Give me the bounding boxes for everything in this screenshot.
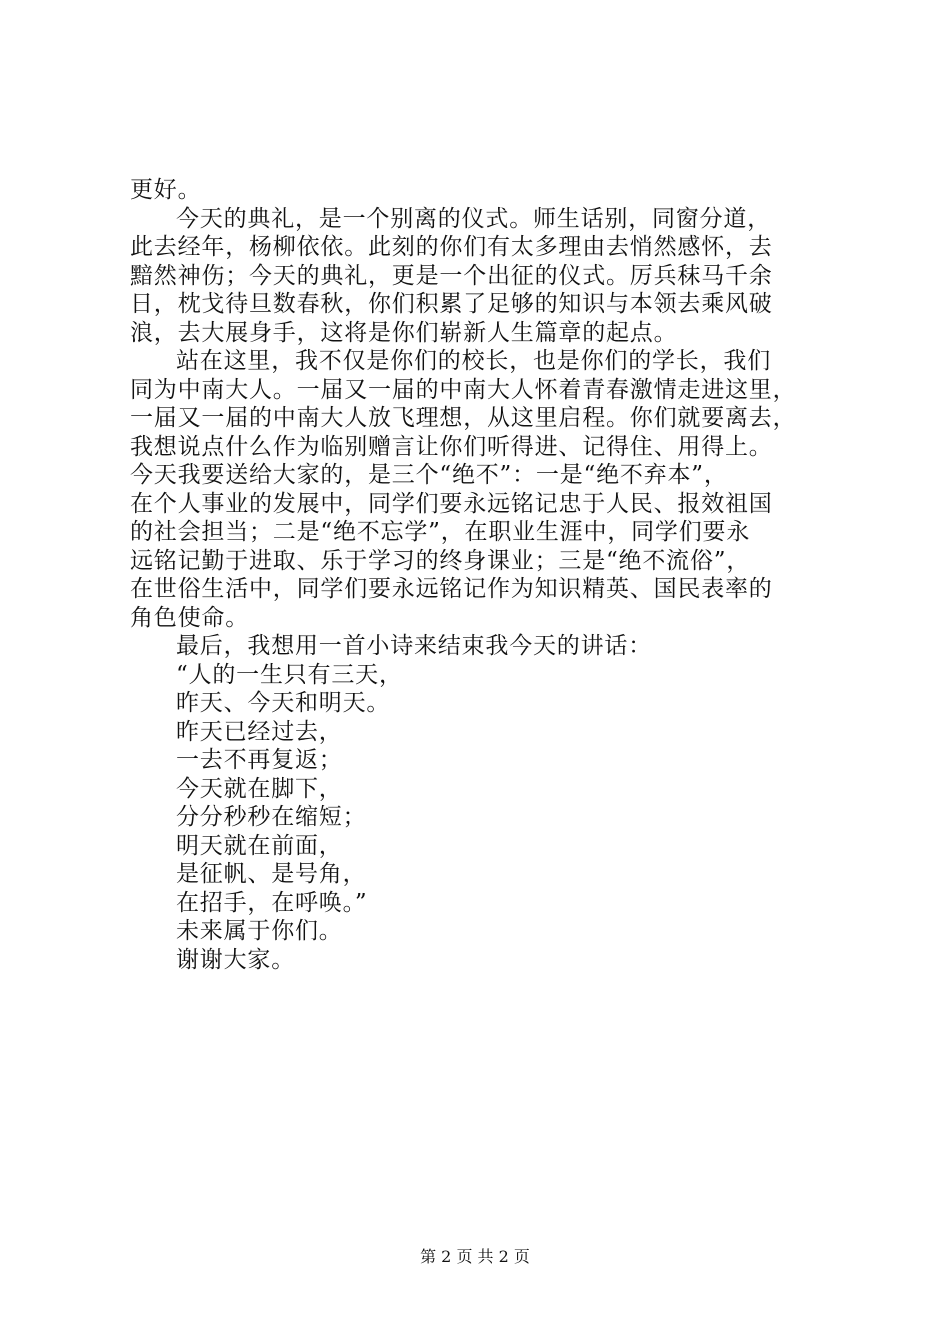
document-body	[130, 176, 835, 974]
poem-line: 是征帆、是号角，	[176, 861, 367, 887]
text-line: 今天我要送给大家的，是三个“绝不”：一是“绝不弃本”，	[130, 462, 728, 488]
text-line: 在世俗生活中，同学们要永远铭记作为知识精英、国民表率的	[130, 576, 773, 602]
text-line: 远铭记勤于进取、乐于学习的终身课业；三是“绝不流俗”，	[130, 547, 751, 574]
text-line: 未来属于你们。	[176, 918, 343, 944]
poem-line: 昨天、今天和明天。	[176, 690, 391, 716]
text-line: 日，枕戈待旦数春秋，你们积累了足够的知识与本领去乘风破	[130, 291, 773, 317]
text-line: 角色使命。	[130, 604, 249, 631]
text-line: 最后，我想用一首小诗来结束我今天的讲话：	[176, 633, 652, 659]
text-line: 的社会担当；二是“绝不忘学”，在职业生涯中，同学们要永	[130, 519, 751, 545]
text-line: 黯然神伤；今天的典礼，更是一个出征的仪式。厉兵秣马千余	[130, 262, 773, 289]
text-line: 站在这里，我不仅是你们的校长，也是你们的学长，我们	[176, 348, 771, 374]
page-number-label: 第 2 页 共 2 页	[420, 1247, 530, 1266]
text-line: 此去经年，杨柳依依。此刻的你们有太多理由去悄然感怀，去	[130, 234, 773, 260]
poem-line: 在招手，在呼唤。”	[176, 889, 368, 916]
poem-line: 一去不再复返；	[176, 747, 343, 773]
text-line: 同为中南大人。一届又一届的中南大人怀着青春激情走进这里，	[130, 376, 797, 403]
poem-line: 今天就在脚下，	[176, 775, 343, 802]
text-line: 今天的典礼，是一个别离的仪式。师生话别，同窗分道，	[176, 205, 771, 232]
text-line: 谢谢大家。	[176, 946, 295, 973]
text-line: 更好。	[130, 177, 202, 203]
page-footer	[0, 1244, 950, 1267]
poem-line: “人的一生只有三天，	[176, 661, 403, 688]
poem-line: 分分秒秒在缩短；	[176, 804, 367, 830]
text-line: 浪，去大展身手，这将是你们崭新人生篇章的起点。	[130, 319, 678, 346]
text-line: 一届又一届的中南大人放飞理想，从这里启程。你们就要离去，	[130, 405, 797, 431]
poem-line: 昨天已经过去，	[176, 718, 343, 745]
text-line: 在个人事业的发展中，同学们要永远铭记忠于人民、报效祖国	[130, 490, 773, 517]
text-line: 我想说点什么作为临别赠言让你们听得进、记得住、用得上。	[130, 433, 773, 460]
poem-line: 明天就在前面，	[176, 832, 343, 859]
